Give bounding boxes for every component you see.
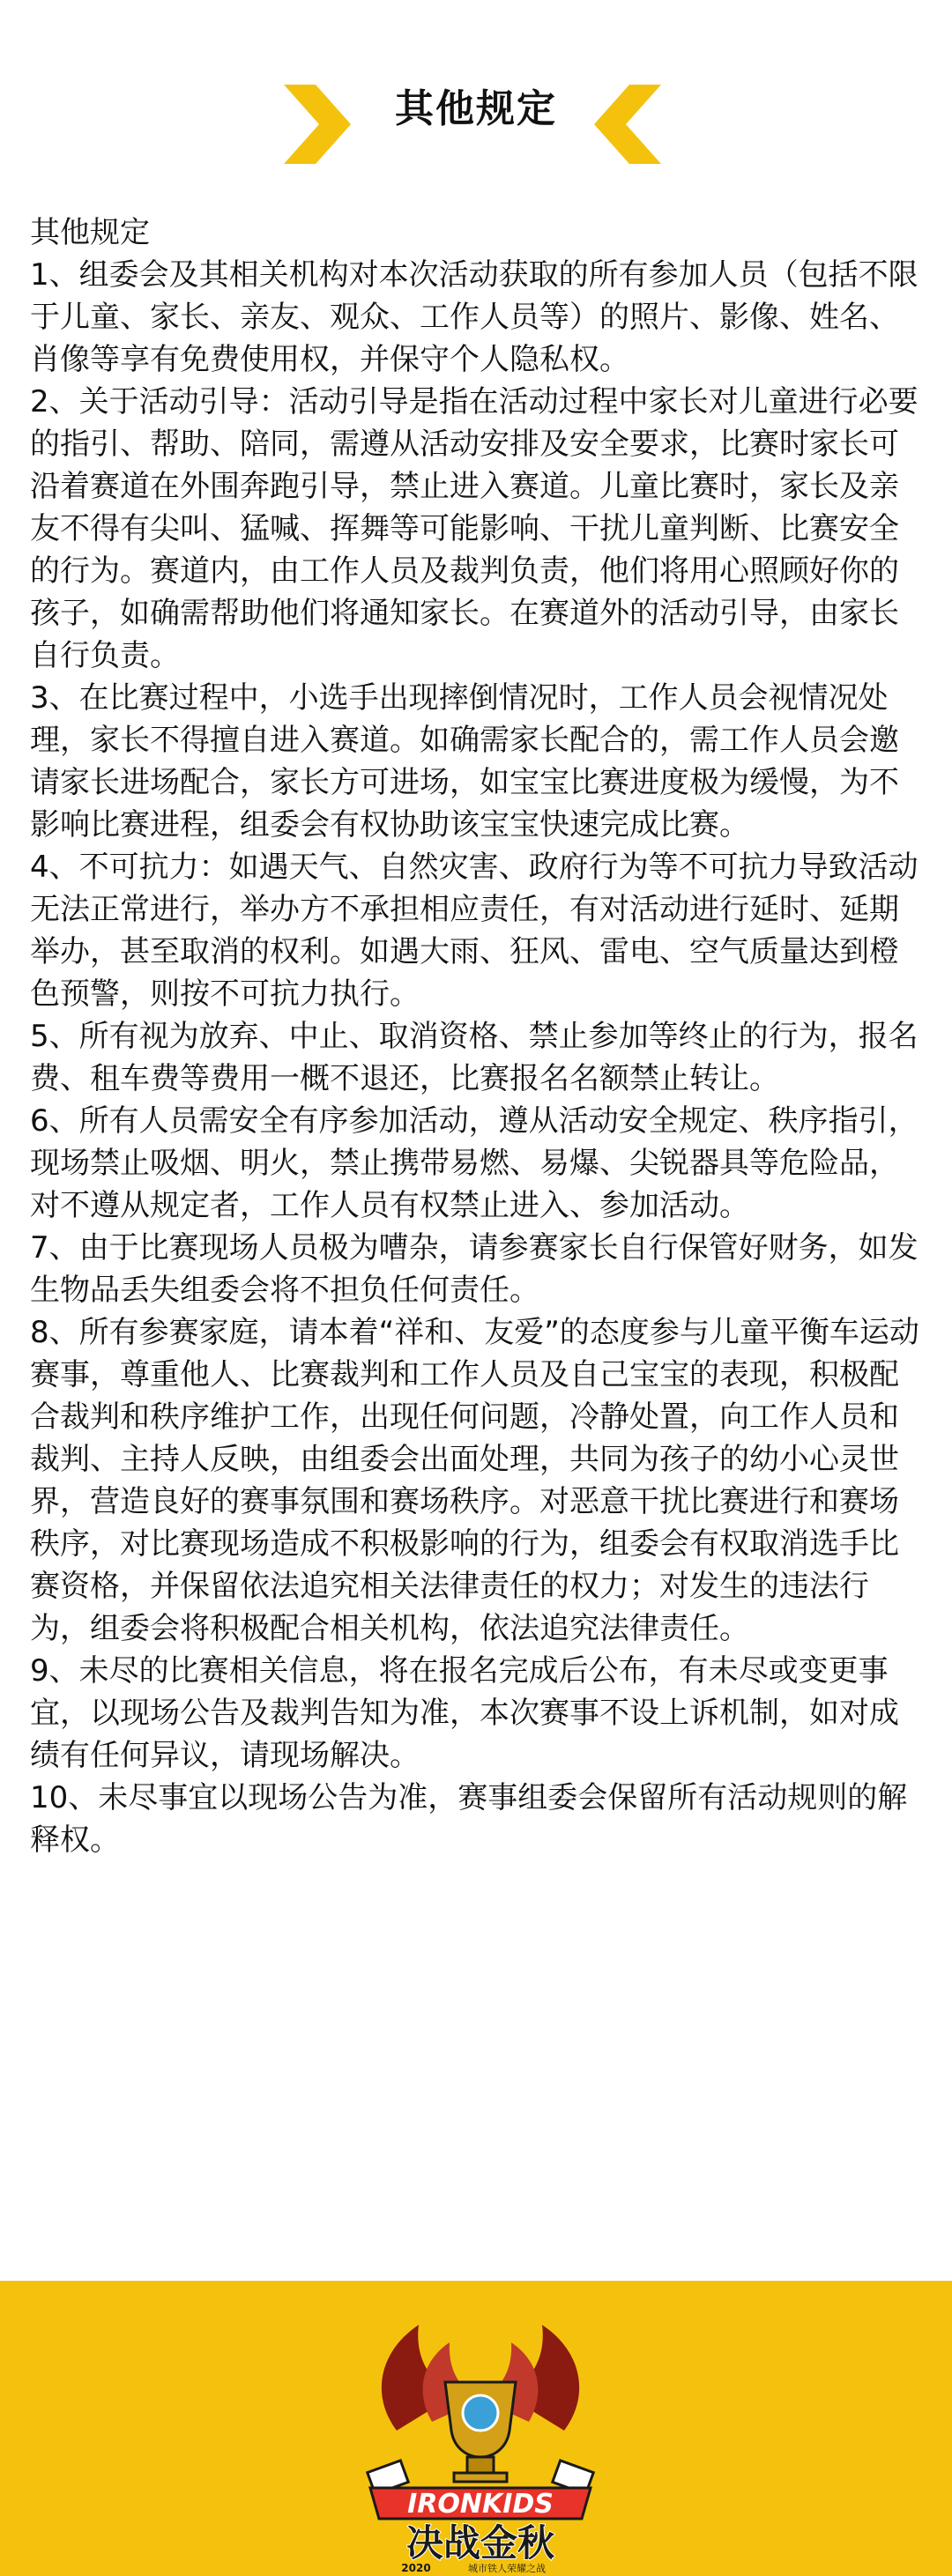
rule-item-2: 2、关于活动引导：活动引导是指在活动过程中家长对儿童进行必要的指引、帮助、陪同，需遵从活动安排及安全要求，比赛时家长可沿着赛道在外围奔跑引导，禁止进入赛道。儿童比赛时，家长及亲友不得有尖叫、猛喊、挥舞等可能影响、干扰儿童判断、比赛安全的行为。赛道内，由工作人员及裁判负责，他们将用心照顾好你的孩子，如确需帮助他们将通知家长。在赛道外的活动引导，由家长自行负责。 xyxy=(30,384,919,673)
rule-item-9: 9、未尽的比赛相关信息，将在报名完成后公布，有未尽或变更事宜，以现场公告及裁判告知为准，本次赛事不设上诉机制，如对成绩有任何异议，请现场解决。 xyxy=(30,1653,899,1773)
globe-icon xyxy=(463,2395,498,2431)
rule-item-10: 10、未尽事宜以现场公告为准，赛事组委会保留所有活动规则的解释权。 xyxy=(30,1780,908,1858)
rules-content xyxy=(30,212,924,1861)
year-text: 2020 xyxy=(401,2562,431,2574)
rules-heading: 其他规定 xyxy=(30,215,150,250)
rule-item-3: 3、在比赛过程中，小选手出现摔倒情况时，工作人员会视情况处理，家长不得擅自进入赛道。如确需家长配合的，需工作人员会邀请家长进场配合，家长方可进场，如宝宝比赛进度极为缓慢，为不影响比赛进程，组委会有权协助该宝宝快速完成比赛。 xyxy=(30,680,899,843)
rule-item-4: 4、不可抗力：如遇天气、自然灾害、政府行为等不可抗力导致活动无法正常进行，举办方不承担相应责任，有对活动进行延时、延期举办，甚至取消的权利。如遇大雨、狂风、雷电、空气质量达到橙色预警，则按不可抗力执行。 xyxy=(30,850,919,1012)
rule-item-5: 5、所有视为放弃、中止、取消资格、禁止参加等终止的行为，报名费、租车费等费用一概不退还，比赛报名名额禁止转让。 xyxy=(30,1019,919,1096)
page-header xyxy=(0,0,952,194)
slogan-text: 决战金秋 xyxy=(405,2521,555,2565)
rule-item-1: 1、组委会及其相关机构对本次活动获取的所有参加人员（包括不限于儿童、家长、亲友、观众、工作人员等）的照片、影像、姓名、肖像等享有免费使用权，并保守个人隐私权。 xyxy=(30,257,919,377)
rule-item-7: 7、由于比赛现场人员极为嘈杂，请参赛家长自行保管好财务，如发生物品丢失组委会将不担负任何责任。 xyxy=(30,1230,919,1308)
rule-item-6: 6、所有人员需安全有序参加活动，遵从活动安全规定、秩序指引，现场禁止吸烟、明火，禁止携带易燃、易爆、尖锐器具等危险品，对不遵从规定者，工作人员有权禁止进入、参加活动。 xyxy=(30,1103,919,1223)
subtitle-text: 城市铁人荣耀之战 xyxy=(468,2563,546,2574)
rule-item-8: 8、所有参赛家庭，请本着“祥和、友爱”的态度参与儿童平衡车运动赛事，尊重他人、比赛裁判和工作人员及自己宝宝的表现，积极配合裁判和秩序维护工作，出现任何问题，冷静处置，向工作人员和裁判、主持人反映，由组委会出面处理，共同为孩子的幼小心灵世界，营造良好的赛事氛围和赛场秩序。对恶意干扰比赛进行和赛场秩序，对比赛现场造成不积极影响的行为，组委会有权取消选手比赛资格，并保留依法追究相关法律责任的权力；对发生的违法行为，组委会将积极配合相关机构，依法追究法律责任。 xyxy=(30,1315,919,1646)
chevron-left-icon xyxy=(594,85,661,164)
trophy-base xyxy=(454,2473,507,2482)
ironkids-logo xyxy=(335,2298,626,2576)
brand-name: IRONKIDS xyxy=(407,2489,554,2520)
page-title: 其他规定 xyxy=(395,86,557,131)
